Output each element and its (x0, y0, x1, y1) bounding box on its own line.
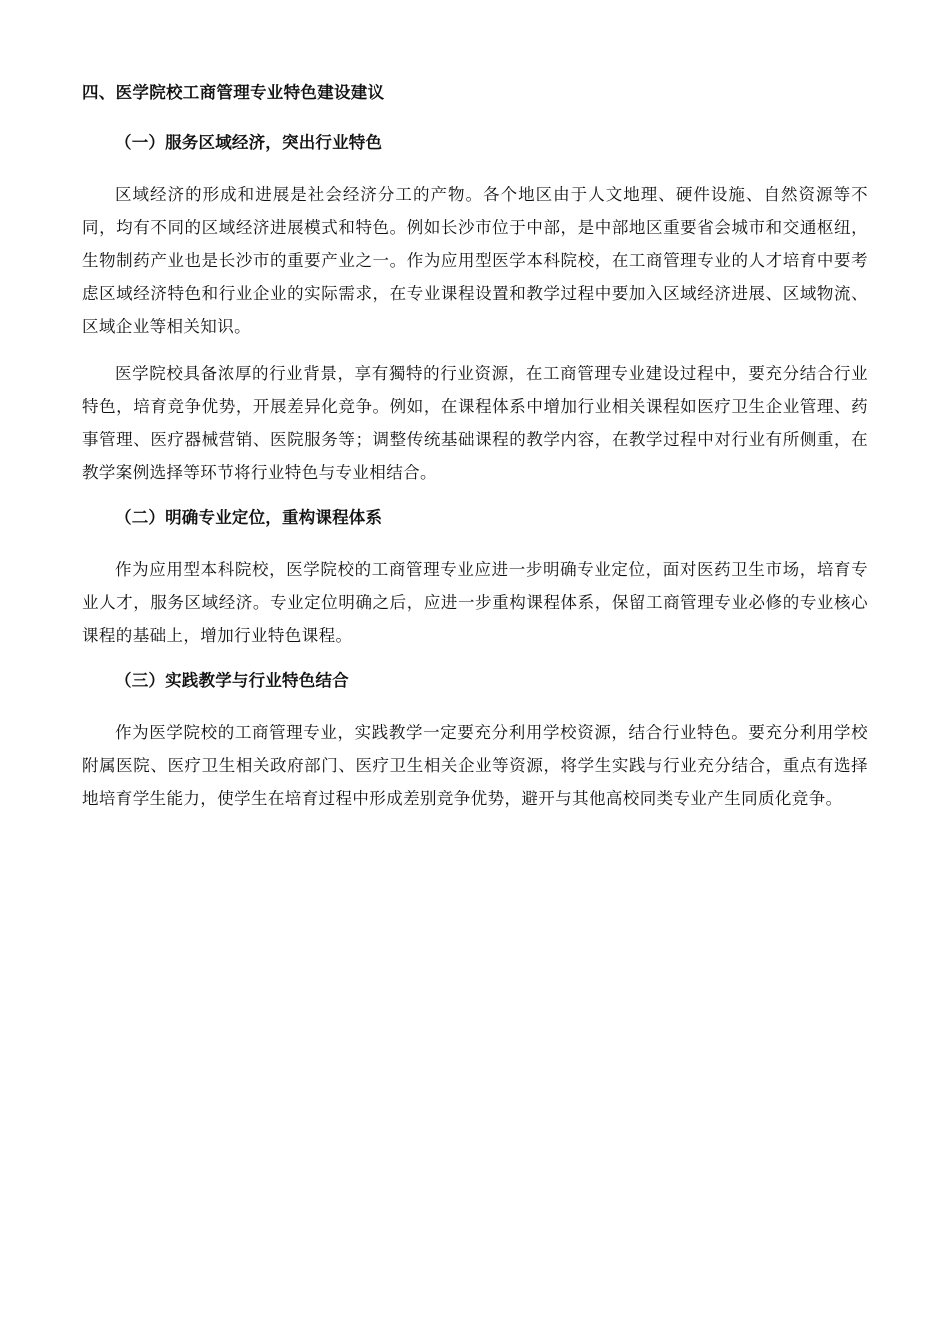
subsection-heading-2: （二）明确专业定位，重构课程体系 (115, 508, 383, 527)
subsection-heading-3: （三）实践教学与行业特色结合 (115, 671, 349, 690)
paragraph: 作为应用型本科院校，医学院校的工商管理专业应进一步明确专业定位，面对医药卫生市场，培育专业人才，服务区域经济。专业定位明确之后，应进一步重构课程体系，保留工商管理专业必修的专业核心课程的基础上，增加行业特色课程。 (82, 560, 868, 645)
paragraph: 作为医学院校的工商管理专业，实践教学一定要充分利用学校资源，结合行业特色。要充分利用学校附属医院、医疗卫生相关政府部门、医疗卫生相关企业等资源，将学生实践与行业充分结合，重点有选择地培育学生能力，使学生在培育过程中形成差别竞争优势，避开与其他高校同类专业产生同质化竞争。 (82, 723, 868, 808)
section-title: 四、医学院校工商管理专业特色建设建议 (82, 83, 385, 102)
paragraph: 区域经济的形成和进展是社会经济分工的产物。各个地区由于人文地理、硬件设施、自然资源等不同，均有不同的区域经济进展模式和特色。例如长沙市位于中部，是中部地区重要省会城市和交通枢纽，生物制药产业也是长沙市的重要产业之一。作为应用型医学本科院校，在工商管理专业的人才培育中要考虑区域经济特色和行业企业的实际需求，在专业课程设置和教学过程中要加入区域经济进展、区域物流、区域企业等相关知识。 (82, 185, 868, 336)
subsection-heading-1: （一）服务区域经济，突出行业特色 (115, 133, 383, 152)
paragraph: 医学院校具备浓厚的行业背景，享有獨特的行业资源，在工商管理专业建设过程中，要充分结合行业特色，培育竞争优势，开展差异化竞争。例如，在课程体系中增加行业相关课程如医疗卫生企业管理、药事管理、医疗器械营销、医院服务等；调整传统基础课程的教学内容，在教学过程中对行业有所侧重，在教学案例选择等环节将行业特色与专业相结合。 (82, 364, 868, 482)
